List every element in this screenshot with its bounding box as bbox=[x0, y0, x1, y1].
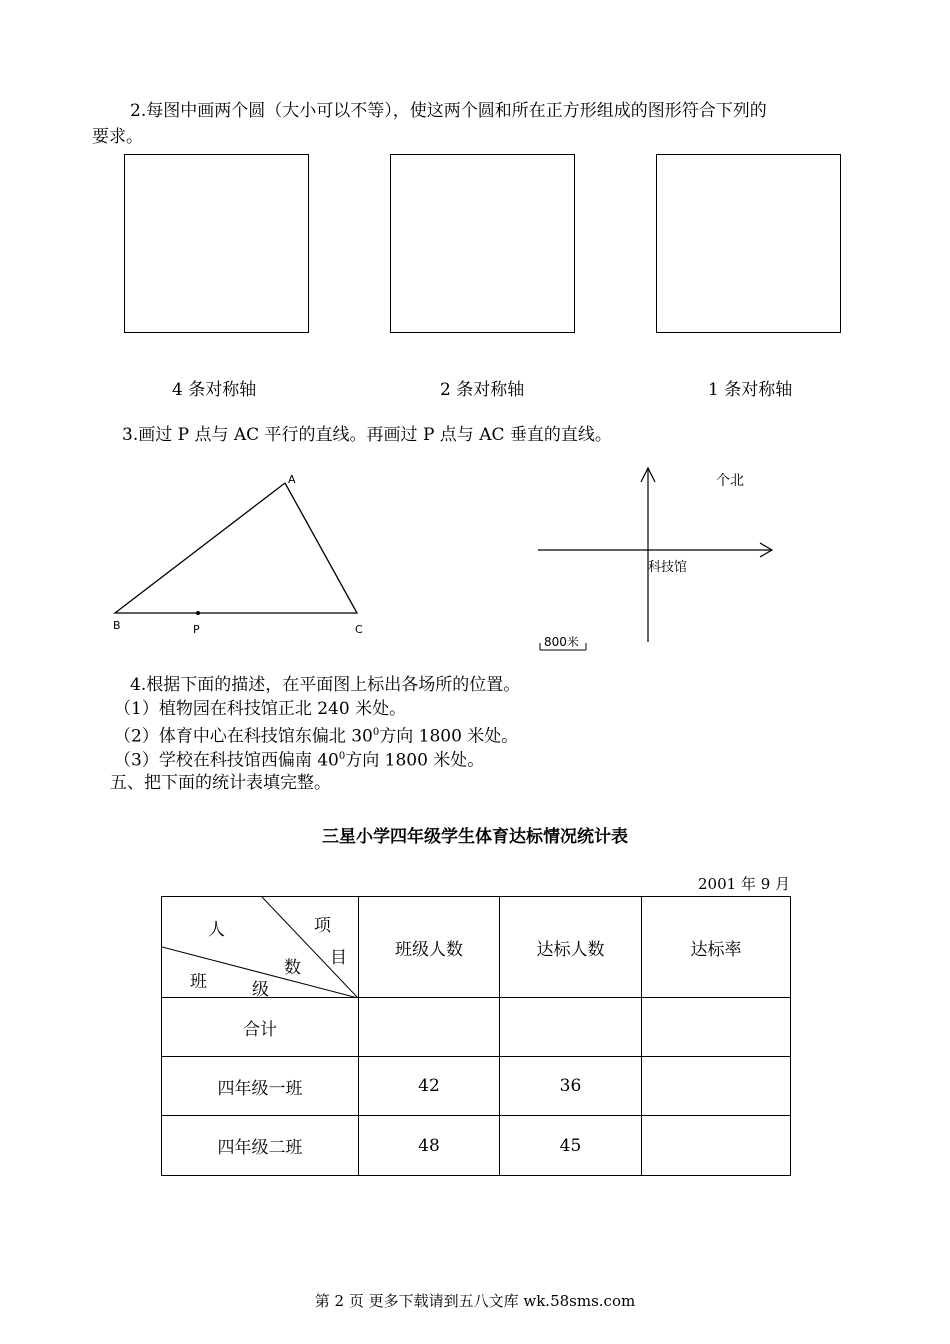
table-row bbox=[162, 1057, 791, 1116]
row-name: 四年级二班 bbox=[162, 1116, 359, 1176]
row-pass: 45 bbox=[500, 1116, 642, 1176]
scale-label: 800米 bbox=[544, 635, 579, 649]
q4-item-2: （2）体育中心在科技馆东偏北 $30^0$方向 1800 米处。 bbox=[114, 726, 519, 747]
caption-1-axis: 1 条对称轴 bbox=[708, 380, 793, 400]
corner-ban: 班 bbox=[190, 972, 207, 992]
label-p: P bbox=[193, 623, 200, 636]
center-label: 科技馆 bbox=[648, 560, 688, 575]
table-row bbox=[162, 998, 791, 1057]
caption-4-axes: 4 条对称轴 bbox=[172, 380, 257, 400]
compass-map bbox=[530, 460, 790, 660]
q4-item-3: （3）学校在科技馆西偏南 $40^0$方向 1800 米处。 bbox=[114, 750, 485, 771]
q4-item-1: （1）植物园在科技馆正北 240 米处。 bbox=[114, 699, 407, 719]
stat-table bbox=[161, 896, 791, 1176]
page-footer: 第 2 页 更多下载请到五八文库 wk.58sms.com bbox=[314, 1292, 636, 1310]
row-name: 合计 bbox=[162, 998, 359, 1057]
corner-ji: 级 bbox=[252, 980, 269, 1000]
row-rate bbox=[642, 998, 791, 1057]
table-title: 三星小学四年级学生体育达标情况统计表 bbox=[322, 827, 628, 847]
label-c: C bbox=[355, 623, 363, 636]
table-header-row bbox=[162, 897, 791, 998]
q2-text-line2: 要求。 bbox=[92, 127, 143, 147]
table-row bbox=[162, 1116, 791, 1176]
q3-text: 3.画过 P 点与 AC 平行的直线。再画过 P 点与 AC 垂直的直线。 bbox=[122, 425, 612, 445]
corner-xiang: 项 bbox=[314, 916, 331, 936]
caption-2-axes: 2 条对称轴 bbox=[440, 380, 525, 400]
row-count bbox=[359, 998, 500, 1057]
corner-shu: 数 bbox=[284, 958, 301, 978]
label-a: A bbox=[288, 473, 296, 486]
corner-cell bbox=[162, 897, 359, 998]
row-count: 48 bbox=[359, 1116, 500, 1176]
q4-text: 4.根据下面的描述，在平面图上标出各场所的位置。 bbox=[130, 675, 521, 695]
row-pass: 36 bbox=[500, 1057, 642, 1116]
row-rate bbox=[642, 1116, 791, 1176]
header-pass-rate: 达标率 bbox=[642, 897, 791, 998]
label-b: B bbox=[113, 619, 121, 632]
row-rate bbox=[642, 1057, 791, 1116]
header-class-count: 班级人数 bbox=[359, 897, 500, 998]
square-2 bbox=[390, 154, 575, 333]
square-1 bbox=[124, 154, 309, 333]
section-5-heading: 五、把下面的统计表填完整。 bbox=[110, 773, 331, 793]
table-date: 2001 年 9 月 bbox=[698, 875, 791, 893]
row-pass bbox=[500, 998, 642, 1057]
corner-mu: 目 bbox=[330, 948, 347, 968]
triangle-figure bbox=[105, 465, 375, 645]
row-count: 42 bbox=[359, 1057, 500, 1116]
square-3 bbox=[656, 154, 841, 333]
header-pass-count: 达标人数 bbox=[500, 897, 642, 998]
row-name: 四年级一班 bbox=[162, 1057, 359, 1116]
q2-text-line1: 2.每图中画两个圆（大小可以不等），使这两个圆和所在正方形组成的图形符合下列的 bbox=[130, 101, 767, 121]
corner-ren: 人 bbox=[208, 920, 225, 940]
north-label: 个北 bbox=[716, 473, 744, 489]
